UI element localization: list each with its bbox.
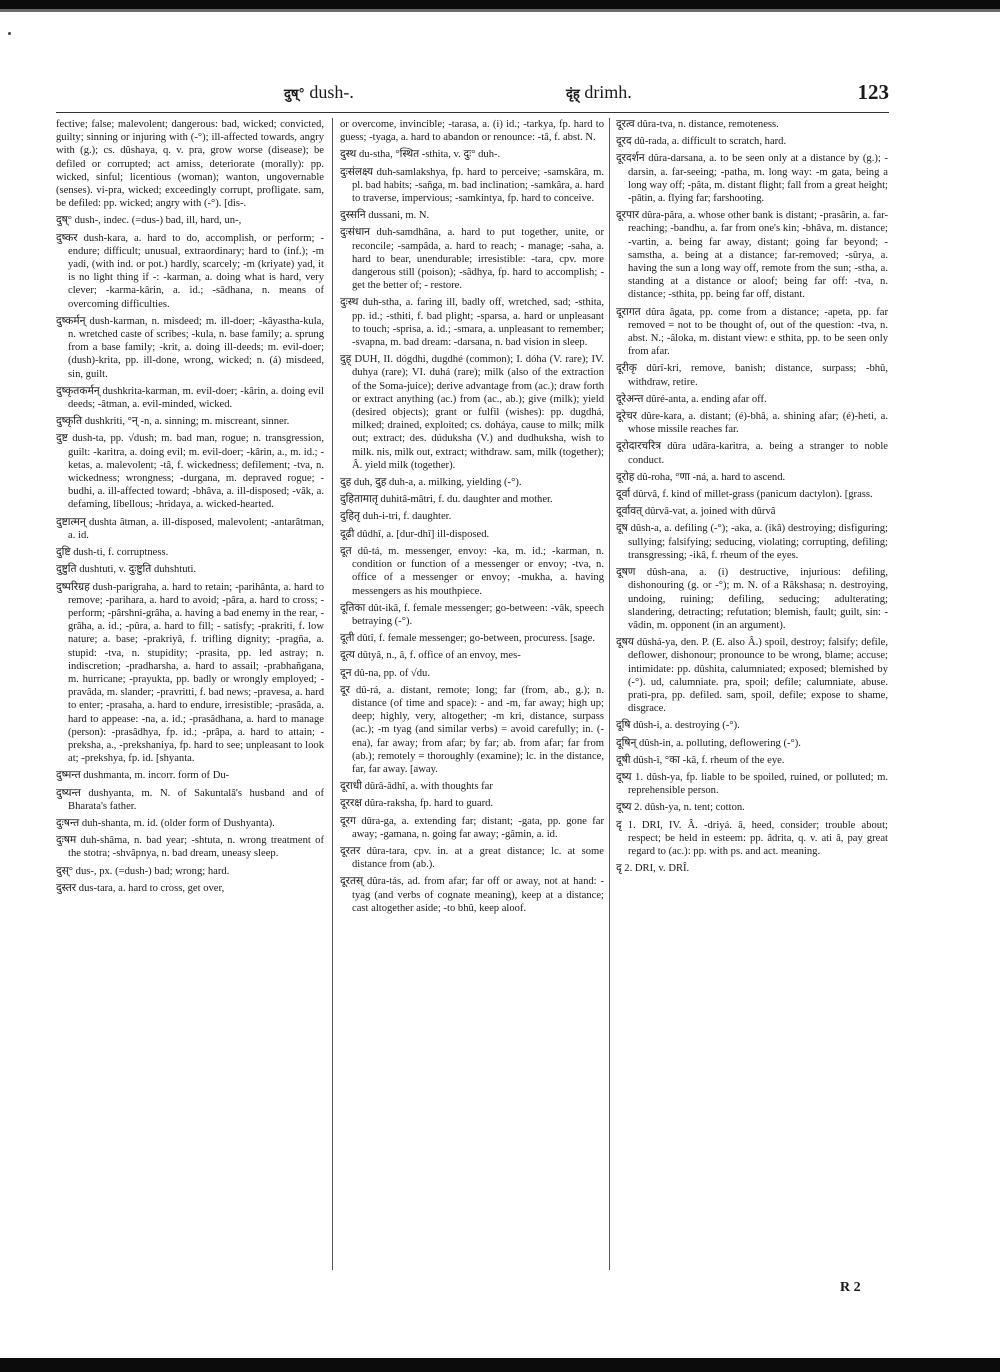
dictionary-entry: दूषण dûsh-ana, a. (i) destructive, injurious: defiling, dishonouring (g. or -°); m. N. of a Râkshasa; n. destroying, undoing, ruining; defiling, seducing; adulterating; slandering, detracting; refutation; blemish, fault; guilt, sin: -vâdin, m. opponent (in an argument).	[616, 567, 888, 631]
dictionary-entry: दूत्य dûtyâ, n., â, f. office of an envoy, mes-	[340, 650, 521, 662]
entry-continuation: fective; false; malevolent; dangerous: bad, wicked; convicted, guilty; sinning or injuring with (-°); ill-affected towards, angry with (g.); cs. dûshaya, q. v. pra, grow worse (disease); be defiled or corrupted; act amiss, deteriorate (morally): pp. wicked, sinful; licentious (woman); wanton, ungovernable (senses). vi-pra, wicked; exceedingly corrupt, profligate. sam, be defiled: pp. wicked; angry with (-°). [dis-.	[56, 119, 324, 210]
dictionary-entry: दूरेअन्त dûré-anta, a. ending afar off.	[616, 393, 767, 405]
dictionary-entry: दुष्ट dush-ta, pp. √dush; m. bad man, rogue; n. transgression, guilt: -karitra, a. doing evil; m. evil-doer; -kârin, a., m. id.; -ketas, a. malevolent; -tâ, f. wickedness; defilement; -tva, n. wickedness; wrongness; -durgana, m. depraved rogue; -budhi, a. ill-affected toward; -bhâva, a. ill-disposed; -vâk, a. defaming, libellous; -hridaya, a. wicked-hearted.	[56, 433, 324, 511]
dictionary-entry: दूरत्व dûra-tva, n. distance, remoteness.	[616, 119, 779, 130]
dictionary-entry: दूर्वा dûrvâ, f. kind of millet-grass (panicum dactylon). [grass.	[616, 489, 873, 501]
dictionary-entry: दुस्तर dus-tara, a. hard to cross, get over,	[56, 882, 225, 894]
dictionary-entry: दूषी dûsh-î, °का -kâ, f. rheum of the eye.	[616, 754, 785, 766]
dictionary-entry: दुष्कर्मन् dush-karman, n. misdeed; m. ill-doer; -kâyastha-kula, n. wretched caste of scribes; -kula, n. base family; a. sprung from a base family; -krit, a. doing ill-deeds; m. evil-doer; (dush)-krita, pp. ill-done, wrong, wicked; n. (á) misdeed, sin, guilt.	[56, 315, 324, 380]
dictionary-entry: दूष्य 2. dûsh-ya, n. tent; cotton.	[616, 802, 745, 814]
column-rule-1	[332, 118, 333, 1270]
dictionary-entry: दूषिन् dûsh-in, a. polluting, deflowering (-°).	[616, 737, 801, 749]
scan-speck	[8, 32, 11, 35]
dictionary-entry: दूढी dûdhî, a. [dur-dhî] ill-disposed.	[340, 528, 490, 540]
dictionary-entry: दुष्यन्त dushyanta, m. N. of Sakuntalâ's husband and of Bharata's father.	[56, 787, 324, 812]
dictionary-entry: दुहितामातृ duhitâ-mâtri, f. du. daughter and mother.	[340, 494, 553, 506]
dictionary-entry: दूष्य 1. dûsh-ya, fp. liable to be spoiled, ruined, or polluted; m. reprehensible person.	[616, 771, 888, 797]
dictionary-entry: दुःषन्त duh-shanta, m. id. (older form of Dushyanta).	[56, 817, 275, 829]
dictionary-entry: दूराधी dûrâ-âdhî, a. with thoughts far	[340, 781, 493, 793]
dictionary-entry: दूरीकृ dûrî-kri, remove, banish; distance, surpass; -bhû, withdraw, retire.	[616, 363, 888, 388]
dictionary-entry: दूत dû-tá, m. messenger, envoy: -ka, m. id.; -karman, n. condition or function of a messenger or envoy; -tva, n. office of a messenger or envoy; -mukha, a. having messengers as his mouthpiece.	[340, 545, 604, 597]
dictionary-entry: दुःसंलक्ष्य duh-samlakshya, fp. hard to perceive; -samskâra, m. pl. bad habits; -sañga, m. bad inclination; -samkâra, a. hard to traverse, impervious; -samkintya, fp. hard to conceive.	[340, 166, 604, 205]
dictionary-entry: दुष्° dush-, indec. (=dus-) bad, ill, hard, un-,	[56, 215, 242, 227]
dictionary-entry: दूरपार dûra-pâra, a. whose other bank is distant; -prasârin, a. far-reaching; -bandhu, a. far from one's kin; -bhâva, m. distance; -vartin, a. being far away, distant; going far beyond; -samstha, a. being at a distance; far-removed; -sûrya, a. having the sun a long way off, remote from the sun; -stha, a. standing at a distance or aloof; being far off: -tva, n. distance; -sthita, pp. being far off, distant.	[616, 210, 888, 301]
column-left	[56, 118, 324, 1270]
dictionary-entry: दूर्वावत् dûrvâ-vat, a. joined with dûrvâ	[616, 506, 776, 518]
dictionary-entry: दुःस्थ duh-stha, a. faring ill, badly off, wretched, sad; -sthita, pp. id.; -sthiti, f. bad plight; -sparsa, a. hard or unpleasant to touch; -sprisa, a. id.; -smara, a. unpleasant to remember; -svapna, m. bad dream: -darsana, n. bad vision in sleep.	[340, 297, 604, 349]
running-head-right-text: drimh.	[584, 82, 632, 102]
signature-mark: R 2	[840, 1280, 861, 1295]
dictionary-entry: दूर dû-rá, a. distant, remote; long; far (from, ab., g.); n. distance (of time and space): - and -m, far away; high up; deep; highly, very, altogether; -m kri, distance, surpass (ac.); -m tyag (and similar verbs) = avoid carefully; in. (-ena), far away; from afar; by far; ab. from afar; far from (ab.); remotely = thoroughly (examine); lc. in the distance, far, far away. [away.	[340, 684, 604, 775]
dictionary-entry: दुष्मन्त dushmanta, m. incorr. form of Du-	[56, 770, 230, 782]
dictionary-entry: दूरग dûra-ga, a. extending far; distant; -gata, pp. gone far away; -gamana, n. going far away; -gâmin, a. id.	[340, 815, 604, 840]
dictionary-entry: दुह duh, दुह duh-a, a. milking, yielding (-°).	[340, 477, 522, 489]
column-rule-2	[609, 118, 610, 1270]
dictionary-entry: दूतिका dût-ikâ, f. female messenger; go-between: -vâk, speech betraying (-°).	[340, 602, 604, 627]
dictionary-entry: दूरदर्शन dûra-darsana, a. to be seen only at a distance by (g.); -darsin, a. far-seeing; -patha, m. long way: -m gata, being a long way off; -pâta, m. distant flight; fall from a great height; -pâtin, a. flying far; farshooting.	[616, 153, 888, 205]
dictionary-entry: दुष्टुति dushtuti, v. दुःष्टुति duhshtuti.	[56, 564, 197, 576]
dictionary-entry: दुस्थ du-stha, °स्थित -sthita, v. दुः° duh-.	[340, 149, 501, 161]
running-head-right	[566, 82, 632, 103]
running-head-left-devanagari: दुष्°	[284, 87, 305, 102]
dictionary-entry: दूरोदारचरित्र dûra udâra-karitra, a. being a stranger to noble conduct.	[616, 441, 888, 466]
dictionary-entry: दुःषम duh-shâma, n. bad year; -shtuta, n. wrong treatment of the stotra; -shvâpnya, n. bad dream, uneasy sleep.	[56, 835, 324, 860]
dictionary-entry: दूष dûsh-a, a. defiling (-°); -aka, a. (ikâ) destroying; disfiguring; sullying; falsifying; seducing, violating; corrupting, defiling; transgressing; -ikâ, f. rheum of the eyes.	[616, 523, 888, 561]
dictionary-entry: दुष्टात्मन् dushta âtman, a. ill-disposed, malevolent; -antarâtman, a. id.	[56, 516, 324, 541]
page-number: 123	[857, 80, 889, 104]
scan-top-edge	[0, 0, 1000, 9]
dictionary-entry: दुह् DUH, II. dógdhi, dugdhé (common); I. dóha (V. rare); IV. duhya (rare); VI. duhá (rare); milk (also of the extraction of the Soma-juice); derive advantage from (ac.); draw forth or extract anything (ac.) from (ac., ab.); give (milk); yield (desired objects); grant or fulfil (wishes): pp. dugdhá, milked; drained, exploited; cs. doháya, cause to milk; milk out; extract; des. dúduksha (V.) and dudhuksha, wish to milk. nis, milk out, extract; withdraw. sam, milk (together); Â. yield milk (together).	[340, 354, 604, 471]
dictionary-entry: दूरेचर dûre-kara, a. distant; (é)-bhâ, a. shining afar; (é)-heti, a. whose missile reaches far.	[616, 411, 888, 436]
dictionary-entry: दृ 1. DRI, IV. Â. -driyá. â, heed, consider; trouble about; respect; be held in esteem: pp. âdrita, q. v. ati â, pay great regard to (ac.): pp. with ps. and act. meaning.	[616, 819, 888, 857]
dictionary-entry: दूषय dûshá-ya, den. P. (E. also Â.) spoil, destroy; falsify; defile, deflower, dishonour; pronounce to be wrong, blame; accuse; intimidate: pp. dûshita, calumniated; exposed; blemished by (-°). ud, calumniate. pra, spoil; defile; calumniate, abuse. prati-pra, pp. defiled. sam, spoil, defile; expose to shame, disgrace.	[616, 637, 888, 715]
dictionary-entry: दुष्टि dush-ti, f. corruptness.	[56, 547, 169, 559]
column-middle	[340, 118, 604, 1270]
dictionary-entry: दुहितृ duh-i-tri, f. daughter.	[340, 511, 452, 523]
dictionary-entry: दुष्कर dush-kara, a. hard to do, accomplish, or perform; - endure; difficult; unusual, extraordinary; hard to (inf.); -m yadi, (with ind. or pot.) hardly, scarcely; -m (kriyate) yad, it is no light thing if -: -karman, a. doing what is hard, very clever; -karma-kârin, a. id.; -sâdhana, n. means of overcoming difficulties.	[56, 232, 324, 310]
dictionary-entry: दूररक्ष dûra-raksha, fp. hard to guard.	[340, 798, 494, 810]
running-head-right-devanagari: दृंह्	[566, 87, 580, 102]
dictionary-entry: दूरागत dûra âgata, pp. come from a distance; -apeta, pp. far removed = not to be thought of, out of the question: -tva, n. abst. N.; -âloka, m. distant view: e sthita, pp. to be seen only from afar.	[616, 306, 888, 358]
header-rule	[56, 112, 889, 113]
dictionary-entry: दूरतस् dûra-tás, ad. from afar; far off or away, not at hand: -tyag (and verbs of cognate meaning), keep at a distance; cast altogether aside; -to bhû, keep aloof.	[340, 876, 604, 914]
dictionary-entry: दुःसंधान duh-samdhâna, a. hard to put together, unite, or reconcile; -sampâda, a. hard to reach; - manage; -saha, a. hard to bear, unendurable; irresistible: -tara, cpv. more dangerous still (poison); -sâdhya, fp. hard to accomplish; - get the better of; - restore.	[340, 227, 604, 292]
dictionary-entry: दुस्° dus-, px. (=dush-) bad; wrong; hard.	[56, 865, 230, 877]
entry-continuation: or overcome, invincible; -tarasa, a. (i) id.; -tarkya, fp. hard to guess; -tyaga, a. hard to abandon or renounce: -tâ, f. abst. N.	[340, 119, 604, 144]
dictionary-entry: दूरद dû-rada, a. difficult to scratch, hard.	[616, 136, 787, 148]
column-right	[616, 118, 888, 1270]
dictionary-entry: दुस्सनि dussani, m. N.	[340, 210, 430, 222]
dictionary-entry: दूरोह dû-roha, °णा -ná, a. hard to ascend.	[616, 471, 786, 483]
dictionary-entry: दुष्कृतकर्मन् dushkrita-karman, m. evil-doer; -kârin, a. doing evil deeds; -âtman, a. evil-minded, wicked.	[56, 385, 324, 411]
running-head-left	[284, 82, 354, 103]
running-head-left-text: dush-.	[309, 82, 354, 102]
dictionary-entry: दुष्परिग्रह dush-parigraha, a. hard to retain; -parihânta, a. hard to remove; -parihara, a. hard to avoid; -pâra, a. hard to cross; - perform; -pârshni-grâha, a. having a bad enemy in the rear, -grâha, a. id.; -pûra, a. hard to fill; - satisfy; -prakriti, f. low nature; a. base; -prakriyâ, f. trifling dignity; -pragña, a. stupid: -tva, n. stupidity; -prasita, pp. led astray; n. indiscretion; -pradharsha, a. hard to assail; -prabhañgana, m. hurricane; -prayukta, pp. badly or wrongly employed; -pravâda, m. slander; -pravritti, f. bad news; -pravesa, a. hard to enter; -prasaha, a. hard to endure, irresistible; -prasâda, a. hard to appease: -na, a. id.; -prasâdhana, a. hard to manage (person): -prasâdhya, fp. id.; -prâpa, a. hard to attain; -preksha, a., -prekshaniya, fp. hard to see; unpleasant to look at; -prekshya, fp. id. [shyanta.	[56, 581, 324, 765]
dictionary-entry: दून dû-na, pp. of √du.	[340, 667, 430, 679]
page-header	[56, 82, 889, 108]
dictionary-entry: दूती dûtî, f. female messenger; go-between, procuress. [sage.	[340, 633, 596, 645]
dictionary-entry: दुष्कृति dushkriti, °न् -n, a. sinning; m. miscreant, sinner.	[56, 416, 290, 428]
scan-bottom-edge	[0, 1358, 1000, 1372]
dictionary-entry: दृ 2. DRI, v. DRÎ.	[616, 863, 690, 875]
dictionary-entry: दूषि dûsh-i, a. destroying (-°).	[616, 720, 740, 732]
dictionary-entry: दूरतर dûra-tara, cpv. in. at a great distance; lc. at some distance from (ab.).	[340, 845, 604, 871]
